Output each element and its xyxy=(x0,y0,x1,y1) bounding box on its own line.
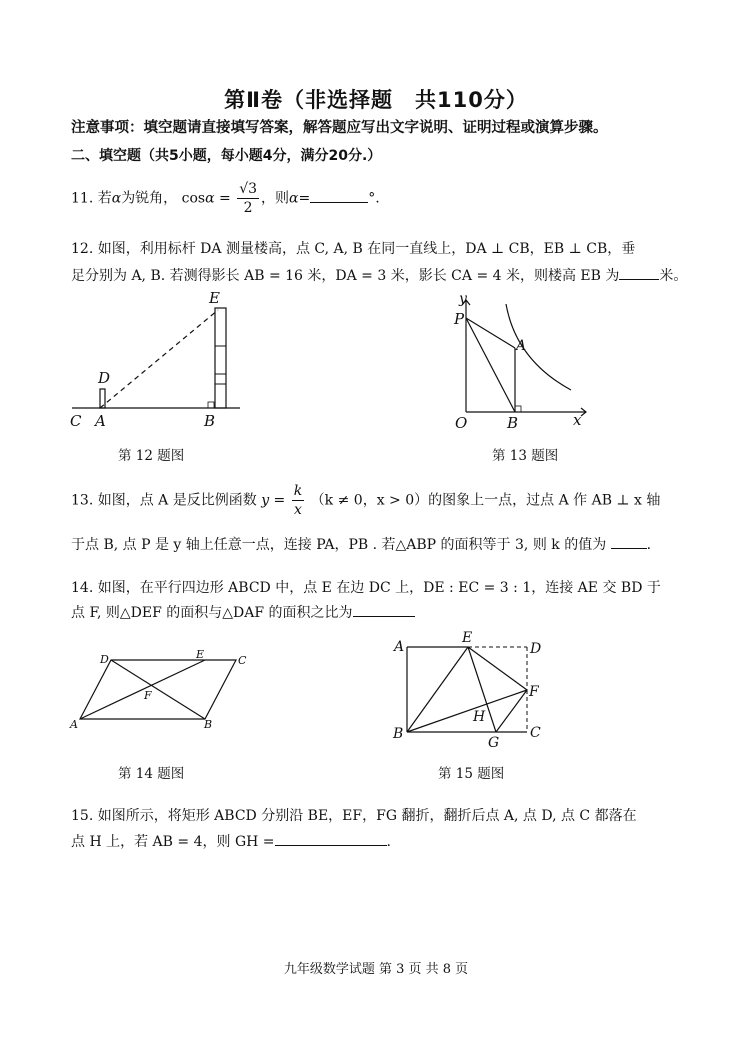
q11-den: 2 xyxy=(243,200,253,216)
fig15-label-E: E xyxy=(462,630,473,646)
fig12-label-C: C xyxy=(70,412,82,430)
q14-line2-text: 点 F, 则△DEF 的面积与△DAF 的面积之比为 xyxy=(71,605,353,621)
q13-y-eq: y = xyxy=(261,492,286,509)
fig13-label-y: y xyxy=(459,291,467,307)
q11-text1: 为锐角， xyxy=(121,190,178,207)
notice-text: 注意事项：填空题请直接填写答案，解答题应写出文字说明、证明过程或演算步骤。 xyxy=(71,120,608,136)
page-footer: 九年级数学试题 第 3 页 共 8 页 xyxy=(283,962,469,977)
q13-num: k xyxy=(293,483,303,499)
q12-line1: 12. 如图，利用标杆 DA 测量楼高，点 C, A, B 在同一直线上，DA ⊥ CB，EB ⊥ CB，垂 xyxy=(71,241,636,257)
q15-line2-suffix: . xyxy=(386,834,391,850)
q13-answer-blank[interactable] xyxy=(611,534,647,549)
q14-line2 xyxy=(71,602,415,623)
q13-line1 xyxy=(71,482,660,519)
figure-15 xyxy=(386,626,556,752)
figure-12 xyxy=(62,288,252,433)
fig15-caption: 第 15 题图 xyxy=(438,766,505,782)
q15-line1: 15. 如图所示，将矩形 ABCD 分别沿 BE，EF，FG 翻折，翻折后点 A, 点 D, 点 C 都落在 xyxy=(71,808,637,824)
fig15-label-B: B xyxy=(393,726,404,742)
q12-line2-suffix: 米。 xyxy=(659,268,688,284)
q11-eq2: = xyxy=(298,190,311,207)
fig14-label-B: B xyxy=(204,718,213,731)
q14-answer-blank[interactable] xyxy=(353,602,415,617)
fig15-label-D: D xyxy=(530,641,542,657)
fig13-label-P: P xyxy=(454,310,465,328)
fig13-label-O: O xyxy=(455,414,468,432)
q15-answer-blank[interactable] xyxy=(275,831,387,846)
fig14-label-D: D xyxy=(100,653,109,666)
q12-line2-text: 足分别为 A, B. 若测得影长 AB = 16 米，DA = 3 米，影长 CA = 4 米，则楼高 EB 为 xyxy=(71,268,620,284)
q13-den: x xyxy=(294,502,302,518)
q11-alpha-2: α xyxy=(205,190,215,207)
q15-line2 xyxy=(71,831,391,852)
fig12-label-D: D xyxy=(98,369,111,387)
q13-line2 xyxy=(71,534,651,555)
fig13-segment-PB xyxy=(466,318,515,412)
fig15-label-C: C xyxy=(530,725,541,741)
q11-alpha: α xyxy=(111,190,122,207)
q11-alpha-3: α xyxy=(289,190,299,207)
fig15-label-F: F xyxy=(529,684,539,700)
q11-answer-blank[interactable] xyxy=(310,188,368,203)
section-heading: 二、填空题（共5小题，每小题4分，满分20分.） xyxy=(71,148,382,164)
fig14-label-A: A xyxy=(70,718,78,731)
q15-line2-text: 点 H 上，若 AB = 4，则 GH = xyxy=(71,834,275,850)
fig13-caption: 第 13 题图 xyxy=(492,448,559,464)
fig12-sight-line xyxy=(100,310,218,408)
fig12-building xyxy=(215,308,226,408)
fig13-label-B: B xyxy=(507,414,519,432)
figure-14 xyxy=(60,648,260,732)
q11-prefix: 11. 若 xyxy=(71,190,112,207)
fig12-label-B: B xyxy=(204,412,216,430)
fig14-caption: 第 14 题图 xyxy=(118,766,185,782)
q11-fraction xyxy=(237,180,259,217)
fig12-caption: 第 12 题图 xyxy=(118,448,185,464)
fig12-label-A: A xyxy=(95,412,106,430)
fig14-segment-BD xyxy=(111,660,205,719)
fig14-label-C: C xyxy=(238,654,247,667)
q13-line1-text-b: （k ≠ 0，x > 0）的图象上一点，过点 A 作 AB ⊥ x 轴 xyxy=(310,492,661,509)
q11-suffix: °. xyxy=(368,190,380,207)
question-11 xyxy=(71,180,380,217)
q11-cos: cos xyxy=(181,190,206,207)
fig13-label-A: A xyxy=(516,338,527,354)
q13-line2-text: 于点 B, 点 P 是 y 轴上任意一点，连接 PA，PB . 若△ABP 的面积等于 3, 则 k 的值为 xyxy=(71,537,607,553)
q13-line2-suffix: . xyxy=(646,537,652,553)
q12-line2 xyxy=(71,265,687,286)
fig15-label-H: H xyxy=(473,709,486,725)
fig14-label-F: F xyxy=(144,689,152,702)
q11-num: √3 xyxy=(239,181,258,197)
page-title: 第Ⅱ卷（非选择题 共110分） xyxy=(224,88,528,112)
fig12-label-E: E xyxy=(209,289,220,307)
fig12-right-angle xyxy=(208,402,214,408)
fig14-label-E: E xyxy=(196,648,205,661)
fig14-segment-AE xyxy=(80,660,205,719)
q11-eq: = xyxy=(219,190,231,207)
q13-fraction xyxy=(292,482,304,519)
fig15-crease-FG xyxy=(496,690,527,732)
q12-answer-blank[interactable] xyxy=(619,265,659,280)
fig15-crease-EF xyxy=(468,647,527,690)
q13-line1-text: 13. 如图，点 A 是反比例函数 xyxy=(71,492,257,509)
figure-13 xyxy=(446,290,592,432)
fig15-segment-BF xyxy=(407,690,527,732)
q14-line1: 14. 如图，在平行四边形 ABCD 中，点 E 在边 DC 上，DE : EC = 3 : 1，连接 AE 交 BD 于 xyxy=(71,580,661,596)
fig13-right-angle xyxy=(515,406,521,412)
fig13-label-x: x xyxy=(573,411,582,429)
fig15-label-G: G xyxy=(488,735,500,751)
q11-text2: ，则 xyxy=(261,190,290,207)
fig15-label-A: A xyxy=(394,639,405,655)
fig15-crease-BE xyxy=(407,647,468,732)
